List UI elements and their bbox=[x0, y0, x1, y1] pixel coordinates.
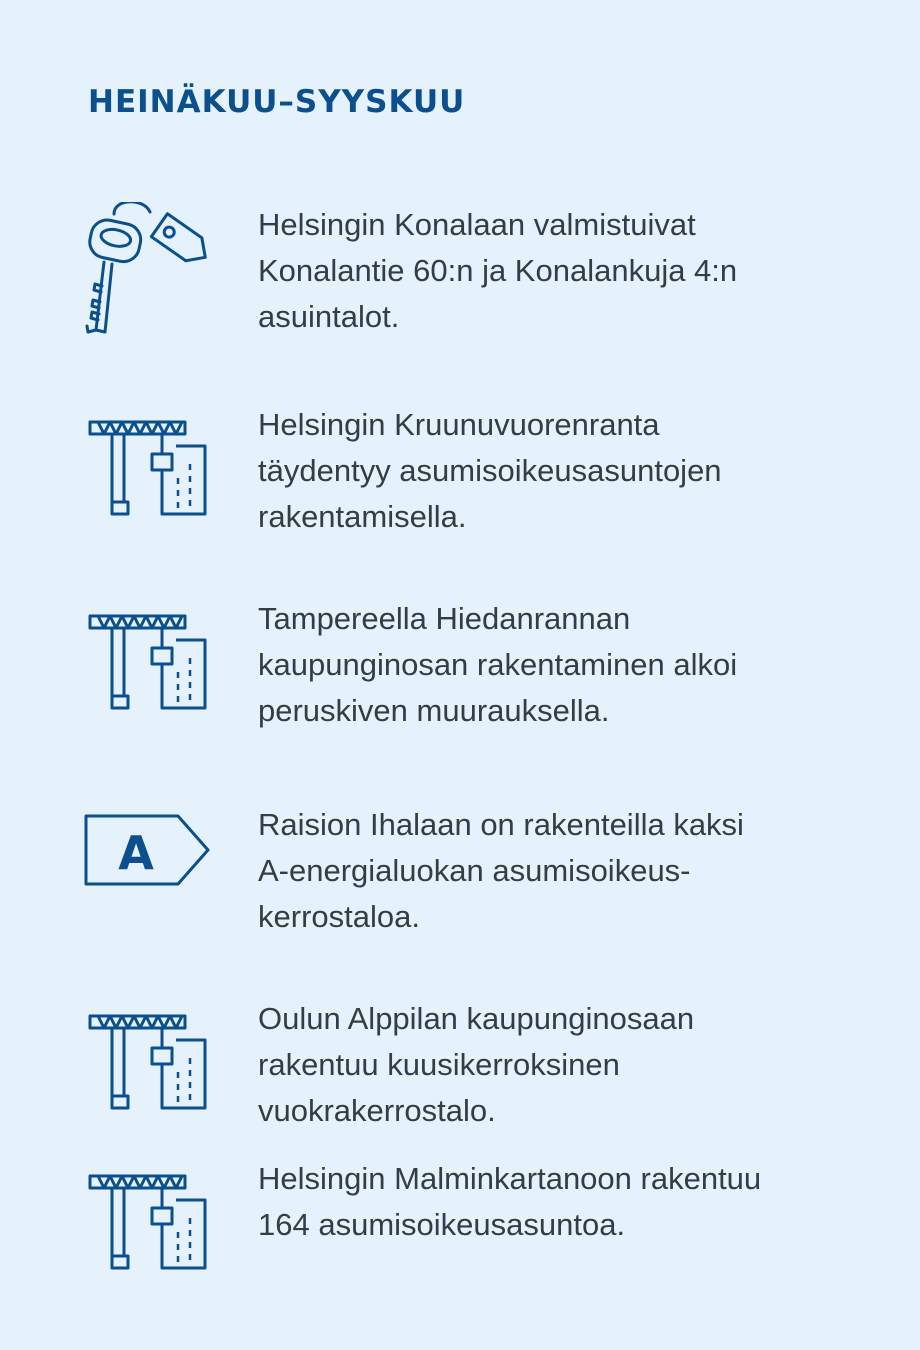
crane-building-icon bbox=[78, 402, 223, 547]
crane-building-icon bbox=[78, 1156, 223, 1301]
news-text: Helsingin Kruunuvuorenranta täydentyy asumisoikeusasuntojen rakentamisella. bbox=[258, 407, 722, 534]
news-text: Helsingin Konalaan valmistuivat Konalantie 60:n ja Konalankuja 4:n asuintalot. bbox=[258, 207, 738, 334]
crane-building-icon bbox=[78, 996, 223, 1141]
energy-class-label: A bbox=[118, 826, 154, 880]
keys-icon bbox=[78, 202, 223, 347]
news-text: Oulun Alppilan kaupunginosaan rakentuu kuusikerroksinen vuokrakerrostalo. bbox=[258, 1001, 695, 1128]
crane-building-icon bbox=[78, 596, 223, 741]
news-text: Raision Ihalaan on rakenteilla kaksi A-energialuokan asumisoikeus- kerrostaloa. bbox=[258, 807, 744, 934]
news-text: Helsingin Malminkartanoon rakentuu 164 asumisoikeusasuntoa. bbox=[258, 1161, 762, 1242]
energy-class-icon bbox=[78, 802, 223, 947]
page-title: HEINÄKUU–SYYSKUU bbox=[88, 84, 466, 120]
news-text: Tampereella Hiedanrannan kaupunginosan rakentaminen alkoi peruskiven muurauksella. bbox=[258, 601, 738, 728]
